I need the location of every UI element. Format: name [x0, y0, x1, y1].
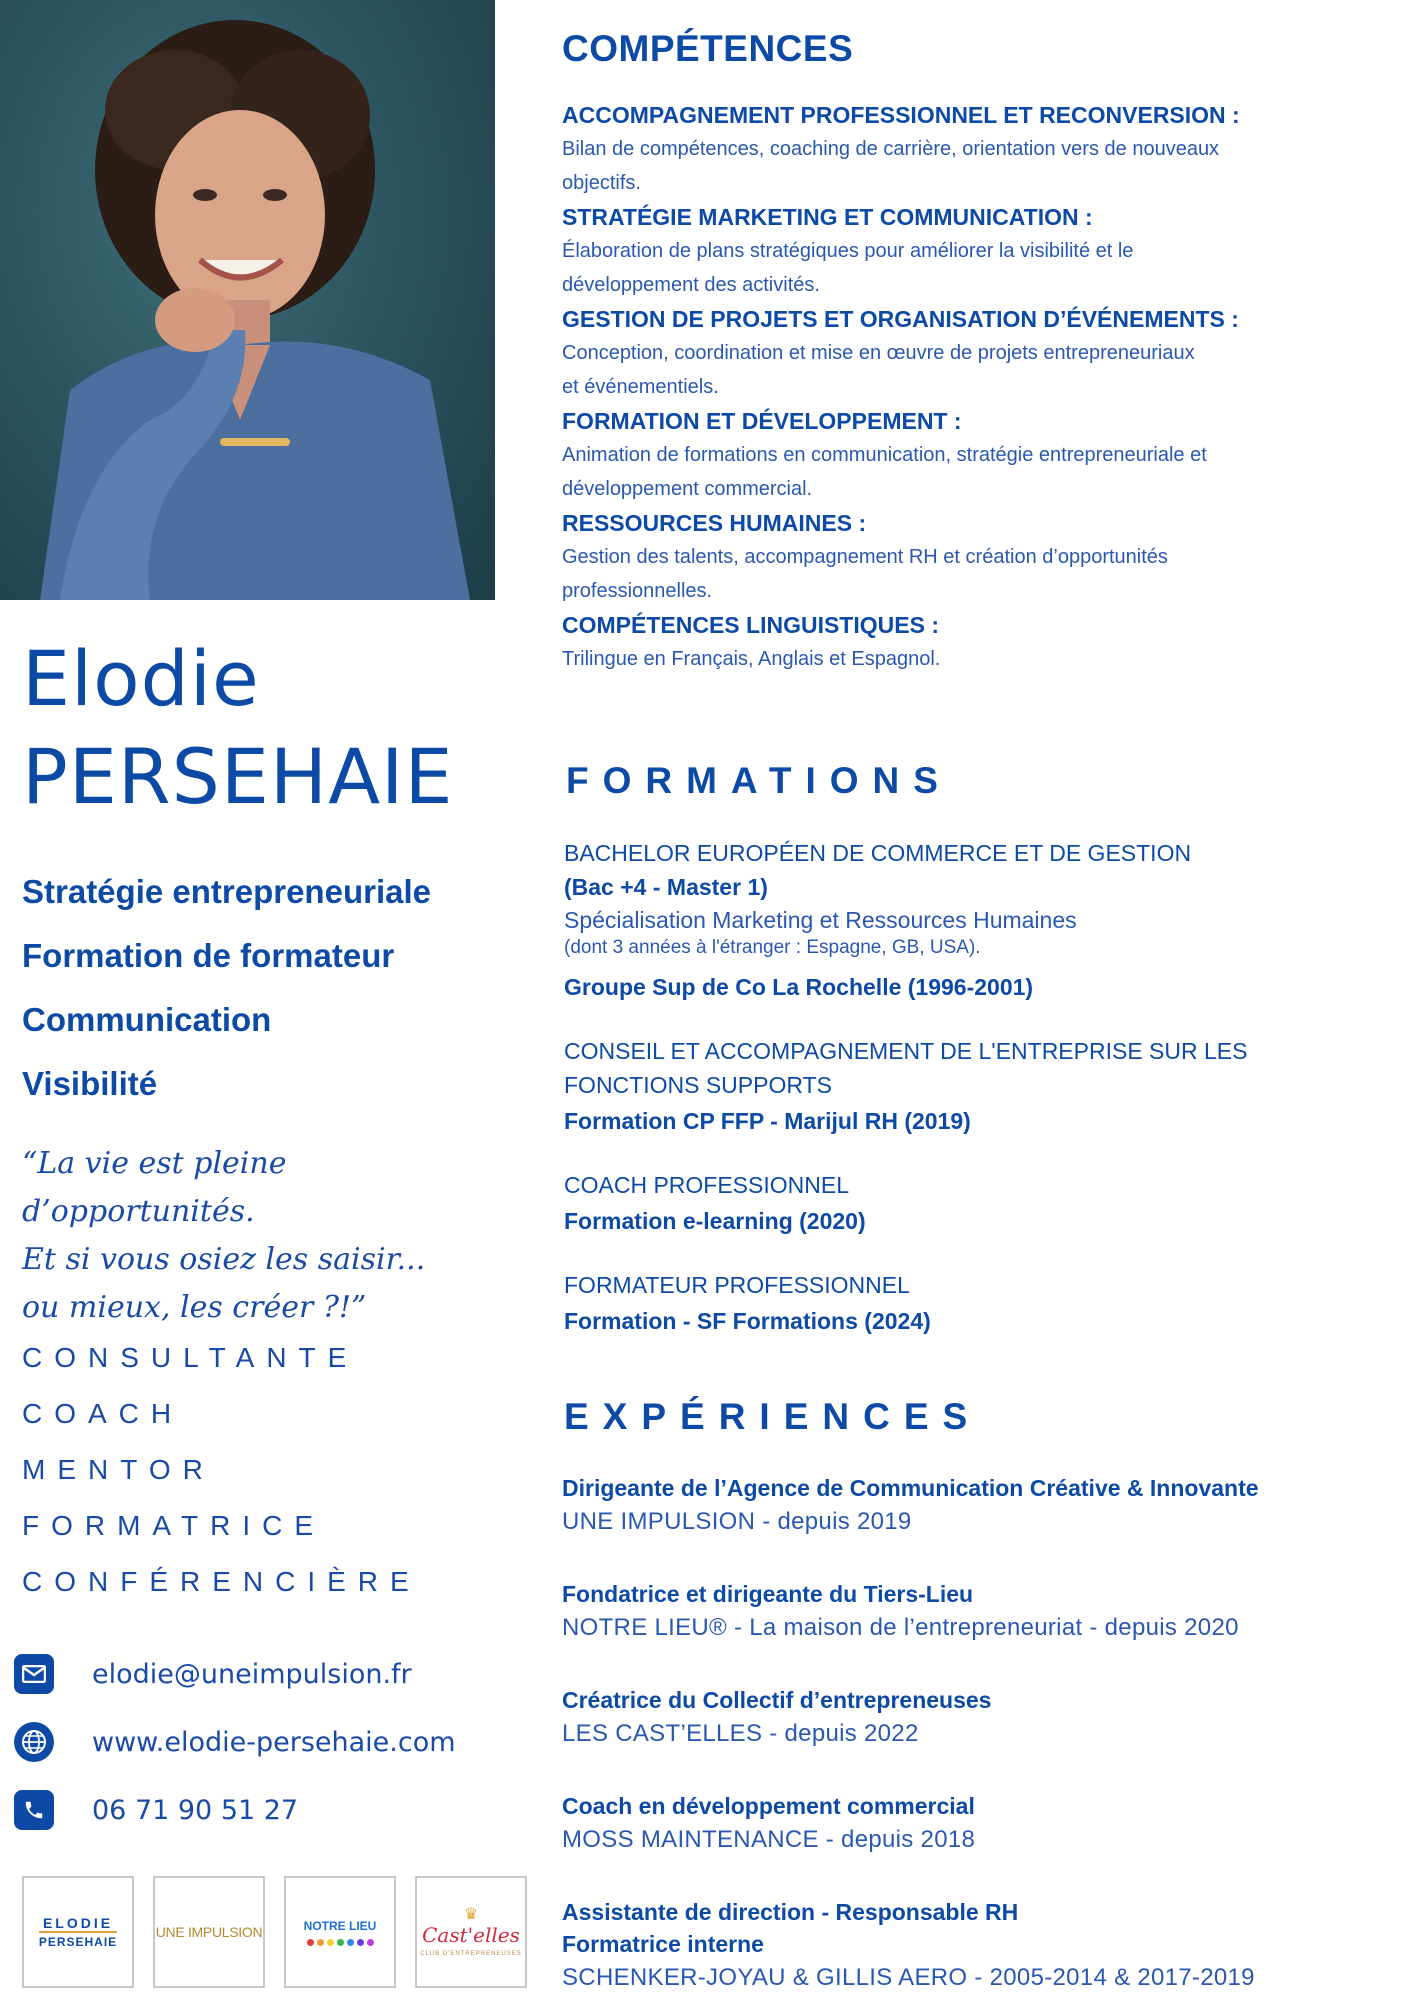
- key-skills-list: [22, 860, 502, 1116]
- experience-item: [562, 1790, 1362, 1858]
- competence-desc: Trilingue en Français, Anglais et Espagnol.: [562, 648, 941, 670]
- competence-desc: et événementiels.: [562, 376, 719, 398]
- formation-item: [564, 1168, 1344, 1240]
- competence-item: [562, 98, 1342, 200]
- formation-spec: Spécialisation Marketing et Ressources Humaines: [564, 907, 1077, 933]
- experience-company: LES CAST’ELLES - depuis 2022: [562, 1720, 919, 1747]
- competence-desc: objectifs.: [562, 172, 641, 194]
- formation-title: BACHELOR EUROPÉEN DE COMMERCE ET DE GESTION: [564, 840, 1192, 866]
- logo-castelles: [415, 1876, 527, 1988]
- contact-list: [14, 1640, 494, 1844]
- phone-number[interactable]: 06 71 90 51 27: [92, 1794, 299, 1826]
- competence-desc: développement des activités.: [562, 274, 820, 296]
- role-item: COACH: [22, 1398, 184, 1429]
- competence-desc: Élaboration de plans stratégiques pour améliorer la visibilité et le: [562, 240, 1134, 262]
- experience-item: [562, 1684, 1362, 1752]
- competence-desc: Animation de formations en communication, stratégie entrepreneuriale et: [562, 444, 1207, 466]
- competences-title: COMPÉTENCES: [562, 28, 854, 69]
- experience-company: SCHENKER-JOYAU & GILLIS AERO - 2005-2014 & 2017-2019: [562, 1964, 1255, 1991]
- formation-level: (Bac +4 - Master 1): [564, 874, 768, 900]
- competences-list: [562, 98, 1342, 676]
- experience-item: [562, 1896, 1362, 1996]
- profile-photo: [0, 0, 495, 600]
- role-item: CONFÉRENCIÈRE: [22, 1566, 421, 1597]
- experience-role: Coach en développement commercial: [562, 1793, 975, 1819]
- key-skill: Formation de formateur: [22, 937, 395, 974]
- phone-icon: [14, 1790, 54, 1830]
- website-link[interactable]: www.elodie-persehaie.com: [92, 1726, 456, 1758]
- competence-title: GESTION DE PROJETS ET ORGANISATION D’ÉVÉNEMENTS :: [562, 306, 1239, 332]
- competence-desc: professionnelles.: [562, 580, 713, 602]
- competence-item: [562, 200, 1342, 302]
- logos-row: [22, 1876, 546, 1988]
- formation-school: Formation - SF Formations (2024): [564, 1308, 931, 1334]
- logo-notre-lieu: [284, 1876, 396, 1988]
- key-skill: Visibilité: [22, 1065, 158, 1102]
- formation-note: (dont 3 années à l'étranger : Espagne, GB, USA).: [564, 937, 981, 958]
- experience-role: Formatrice interne: [562, 1931, 764, 1957]
- formation-school: Groupe Sup de Co La Rochelle (1996-2001): [564, 974, 1034, 1000]
- experience-role: Créatrice du Collectif d’entrepreneuses: [562, 1687, 992, 1713]
- logo-une-impulsion: [153, 1876, 265, 1988]
- logo-text: UNE IMPULSION: [155, 1924, 263, 1940]
- competence-desc: Gestion des talents, accompagnement RH et création d’opportunités: [562, 546, 1168, 568]
- competence-title: ACCOMPAGNEMENT PROFESSIONNEL ET RECONVERSION :: [562, 102, 1240, 128]
- formations-title: FORMATIONS: [566, 760, 952, 801]
- formations-list: [564, 836, 1344, 1368]
- competence-item: [562, 506, 1342, 608]
- logo-text: PERSEHAIE: [39, 1931, 117, 1949]
- last-name: PERSEHAIE: [22, 732, 454, 821]
- competence-item: [562, 404, 1342, 506]
- formation-title: COACH PROFESSIONNEL: [564, 1172, 849, 1198]
- formation-school: Formation CP FFP - Marijul RH (2019): [564, 1108, 971, 1134]
- logo-text: ELODIE: [42, 1915, 114, 1931]
- role-item: MENTOR: [22, 1454, 215, 1485]
- logo-text: NOTRE LIEU: [303, 1918, 377, 1933]
- person-name: [22, 630, 492, 826]
- experience-item: [562, 1472, 1362, 1540]
- logo-text: CLUB D'ENTREPRENEUSES: [420, 1951, 522, 1957]
- formation-title: FONCTIONS SUPPORTS: [564, 1072, 832, 1098]
- role-item: CONSULTANTE: [22, 1342, 359, 1373]
- experience-role: Dirigeante de l’Agence de Communication Créative & Innovante: [562, 1475, 1259, 1501]
- quote-line: ou mieux, les créer ?!”: [22, 1290, 367, 1325]
- globe-icon: [14, 1722, 54, 1762]
- competence-desc: Bilan de compétences, coaching de carrière, orientation vers de nouveaux: [562, 138, 1220, 160]
- email-link[interactable]: elodie@uneimpulsion.fr: [92, 1658, 412, 1690]
- contact-phone[interactable]: [14, 1776, 494, 1844]
- formation-school: Formation e-learning (2020): [564, 1208, 866, 1234]
- competence-title: RESSOURCES HUMAINES :: [562, 510, 867, 536]
- experience-company: UNE IMPULSION - depuis 2019: [562, 1508, 912, 1535]
- portrait-illustration: [0, 0, 495, 600]
- contact-email[interactable]: [14, 1640, 494, 1708]
- contact-website[interactable]: [14, 1708, 494, 1776]
- competence-item: [562, 608, 1342, 676]
- experiences-title: EXPÉRIENCES: [564, 1396, 982, 1437]
- envelope-icon: [14, 1654, 54, 1694]
- experience-company: MOSS MAINTENANCE - depuis 2018: [562, 1826, 976, 1853]
- quote: [22, 1140, 502, 1332]
- formation-item: [564, 836, 1344, 1006]
- experience-item: [562, 1578, 1362, 1646]
- competence-desc: Conception, coordination et mise en œuvre de projets entrepreneuriaux: [562, 342, 1195, 364]
- formation-title: FORMATEUR PROFESSIONNEL: [564, 1272, 910, 1298]
- key-skill: Communication: [22, 1001, 272, 1038]
- role-item: FORMATRICE: [22, 1510, 326, 1541]
- experience-company: NOTRE LIEU® - La maison de l’entrepreneuriat - depuis 2020: [562, 1614, 1239, 1641]
- first-name: Elodie: [22, 634, 260, 723]
- logo-elodie-persehaie: [22, 1876, 134, 1988]
- competence-title: STRATÉGIE MARKETING ET COMMUNICATION :: [562, 204, 1093, 230]
- competence-title: COMPÉTENCES LINGUISTIQUES :: [562, 612, 939, 638]
- experience-role: Fondatrice et dirigeante du Tiers-Lieu: [562, 1581, 974, 1607]
- crown-icon: ♛: [463, 1906, 479, 1923]
- formation-title: CONSEIL ET ACCOMPAGNEMENT DE L'ENTREPRISE SUR LES: [564, 1038, 1248, 1064]
- quote-line: “La vie est pleine d’opportunités.: [22, 1146, 287, 1229]
- competence-item: [562, 302, 1342, 404]
- experiences-list: [562, 1472, 1362, 2000]
- competence-desc: développement commercial.: [562, 478, 813, 500]
- quote-line: Et si vous osiez les saisir...: [22, 1242, 426, 1277]
- experience-role: Assistante de direction - Responsable RH: [562, 1899, 1019, 1925]
- formation-item: [564, 1268, 1344, 1340]
- formation-item: [564, 1034, 1344, 1140]
- logo-dots: [307, 1939, 374, 1946]
- logo-text: Cast'elles: [422, 1923, 520, 1947]
- competence-title: FORMATION ET DÉVELOPPEMENT :: [562, 408, 962, 434]
- key-skill: Stratégie entrepreneuriale: [22, 873, 431, 910]
- roles-list: [22, 1330, 492, 1610]
